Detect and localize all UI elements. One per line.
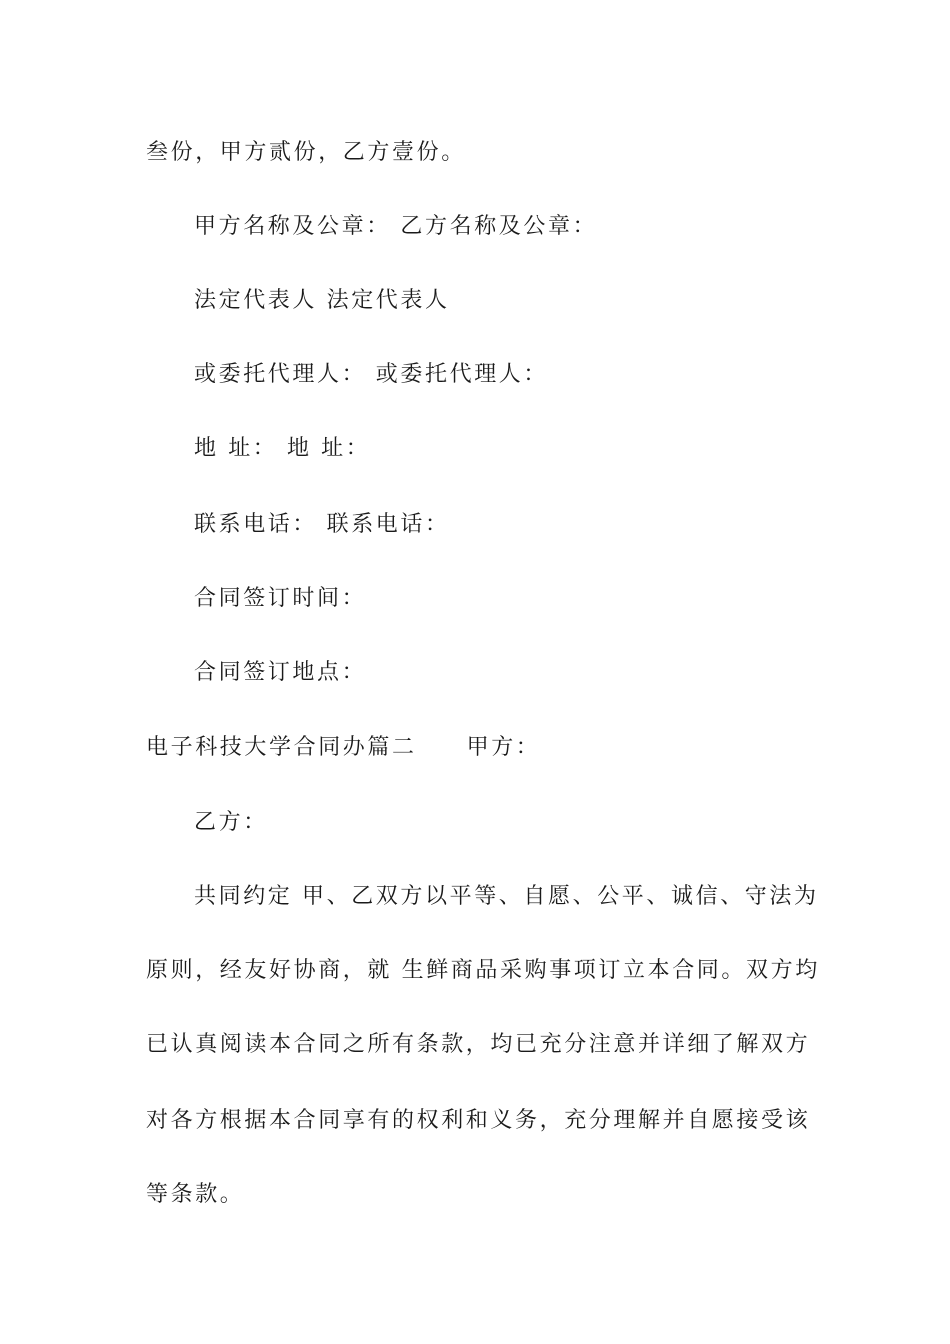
text-line-seals: 甲方名称及公章： 乙方名称及公章： [194, 214, 598, 239]
paragraph-line: 原则，经友好协商，就 生鲜商品采购事项订立本合同。双方均 [146, 958, 820, 983]
text-line-phone: 联系电话： 联系电话： [194, 512, 450, 537]
paragraph-line: 已认真阅读本合同之所有条款，均已充分注意并详细了解双方 [146, 1032, 811, 1057]
text-line-address: 地 址： 地 址： [194, 436, 371, 461]
text-line-legal-rep: 法定代表人 法定代表人 [194, 288, 450, 313]
party-a-label: 甲方： [466, 735, 541, 760]
paragraph-line: 对各方根据本合同享有的权利和义务，充分理解并自愿接受该 [146, 1108, 811, 1133]
party-b-label: 乙方： [194, 810, 268, 835]
text-line-agent: 或委托代理人： 或委托代理人： [194, 362, 548, 387]
section-title: 电子科技大学合同办篇二 [146, 735, 417, 760]
text-line-sign-place: 合同签订地点： [194, 660, 367, 685]
text-line-sign-time: 合同签订时间： [194, 586, 367, 611]
paragraph-line: 共同约定 甲、乙双方以平等、自愿、公平、诚信、守法为 [194, 884, 819, 909]
section-heading [146, 733, 826, 763]
paragraph-line: 等条款。 [146, 1182, 245, 1207]
text-line-copies: 叁份，甲方贰份，乙方壹份。 [146, 140, 466, 165]
